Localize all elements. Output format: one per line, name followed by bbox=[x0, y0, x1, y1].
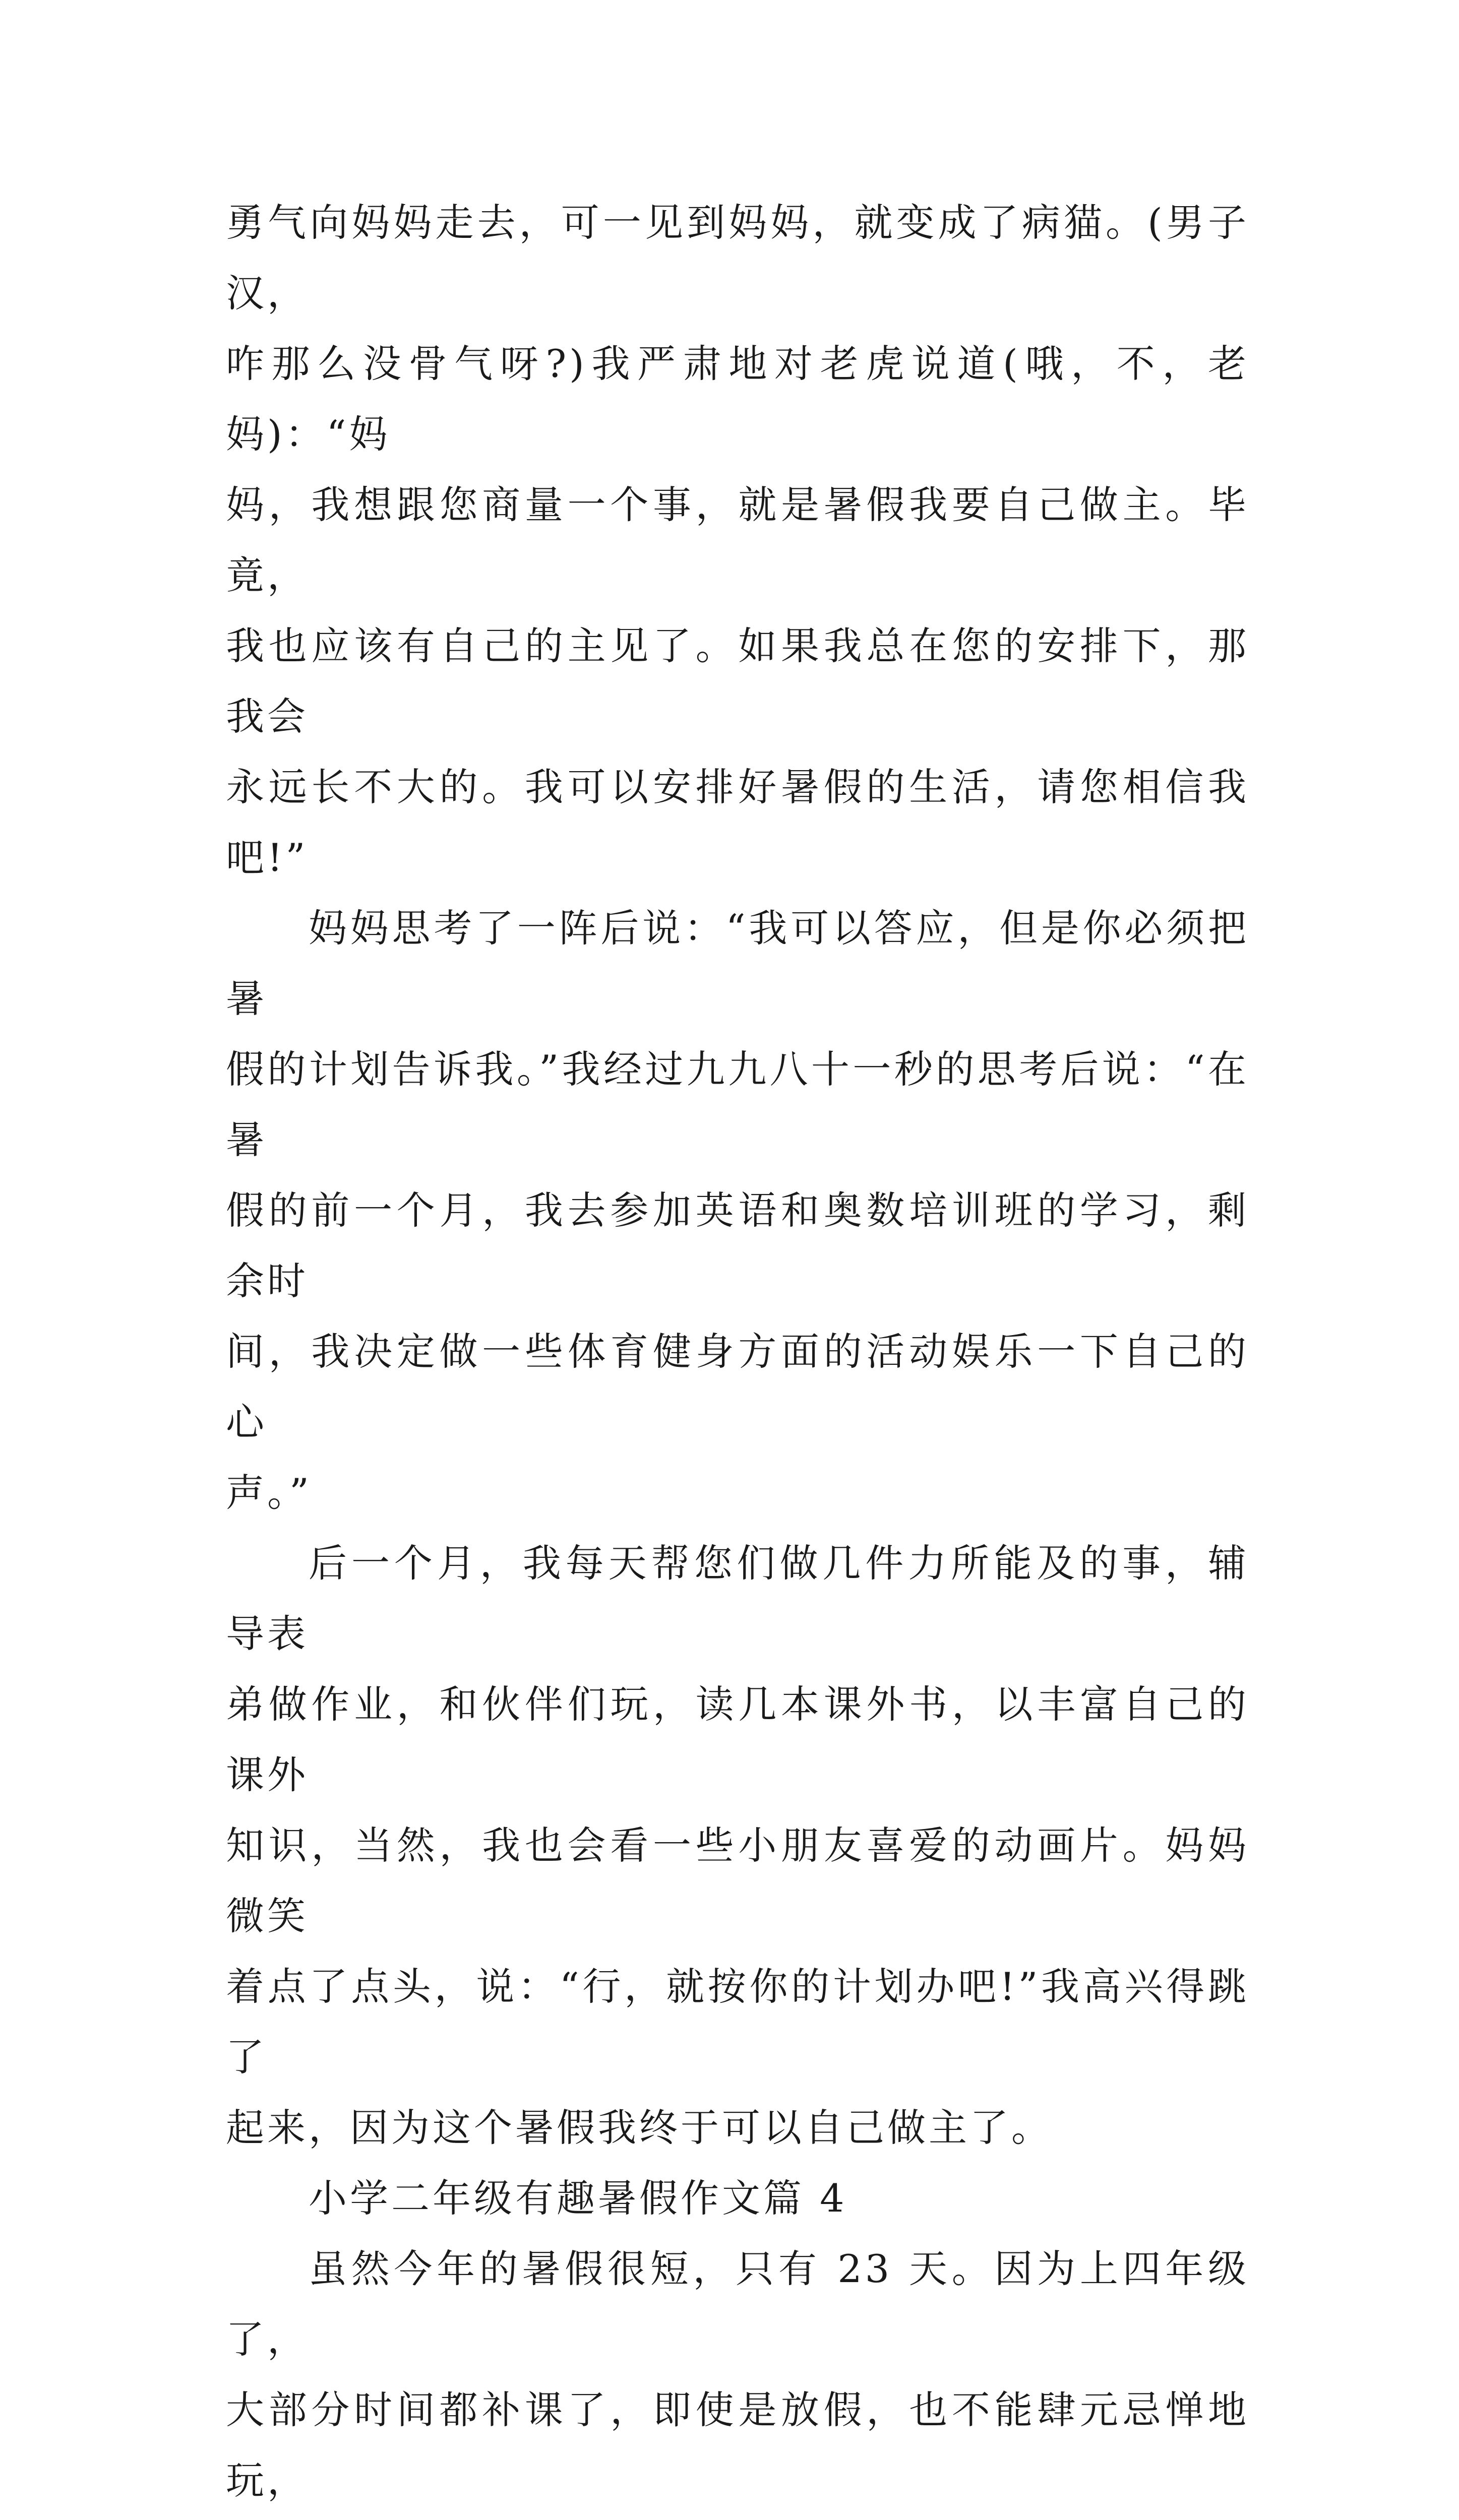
text-line: 着点了点头，说：“行，就按你的计划办吧!”我高兴得跳了 bbox=[226, 1964, 1249, 2080]
article-body bbox=[226, 187, 1249, 2520]
text-line: 假的计划告诉我。”我经过九九八十一秒的思考后说：“在暑 bbox=[226, 1047, 1249, 1162]
paragraph-3 bbox=[226, 1528, 1249, 2163]
text-line: 我也应该有自己的主见了。如果我总在您的安排下，那我会 bbox=[226, 623, 1249, 739]
text-line: 间，我决定做一些体育健身方面的活动娱乐一下自己的心 bbox=[226, 1329, 1249, 1444]
text-line: 妈妈思考了一阵后说：“我可以答应，但是你必须把暑 bbox=[226, 906, 1249, 1021]
text-line: 虽然今年的暑假很短，只有 23 天。因为上四年级了， bbox=[226, 2246, 1249, 2362]
section-heading bbox=[226, 2163, 1249, 2234]
heading-text: 小学二年级有趣暑假作文篇 4 bbox=[309, 2176, 847, 2221]
text-line: 后一个月，我每天帮您们做几件力所能及的事，辅导表 bbox=[226, 1541, 1249, 1656]
text-line: 勇气向妈妈走去，可一见到妈妈，就变成了病猫。(男子汉， bbox=[226, 200, 1249, 316]
text-line: 知识，当然，我也会看一些小朋友喜爱的动画片。妈妈微笑 bbox=[226, 1823, 1249, 1938]
text-line: 起来，因为这个暑假我终于可以自己做主了。 bbox=[226, 2105, 1053, 2150]
text-line: 咋那么没骨气呀?)我严肃地对老虎说道(哦，不，老妈)：“妈 bbox=[226, 341, 1249, 457]
paragraph-1 bbox=[226, 187, 1249, 893]
paragraph-5 bbox=[226, 2234, 1249, 2520]
text-line: 假的前一个月，我去参加英语和奥数培训班的学习，剩余时 bbox=[226, 1188, 1249, 1303]
paragraph-2 bbox=[226, 893, 1249, 1528]
text-line: 弟做作业，和伙伴们玩，读几本课外书，以丰富自己的课外 bbox=[226, 1682, 1249, 1797]
text-line: 声。” bbox=[226, 1470, 312, 1515]
text-line: 永远长不大的。我可以安排好暑假的生活，请您相信我吧!” bbox=[226, 765, 1249, 880]
text-line: 大部分时间都补课了，即使是放假，也不能肆元忌惮地玩， bbox=[226, 2387, 1249, 2503]
text-line: 妈，我想跟您商量一个事，就是暑假我要自己做主。毕竟， bbox=[226, 482, 1249, 598]
